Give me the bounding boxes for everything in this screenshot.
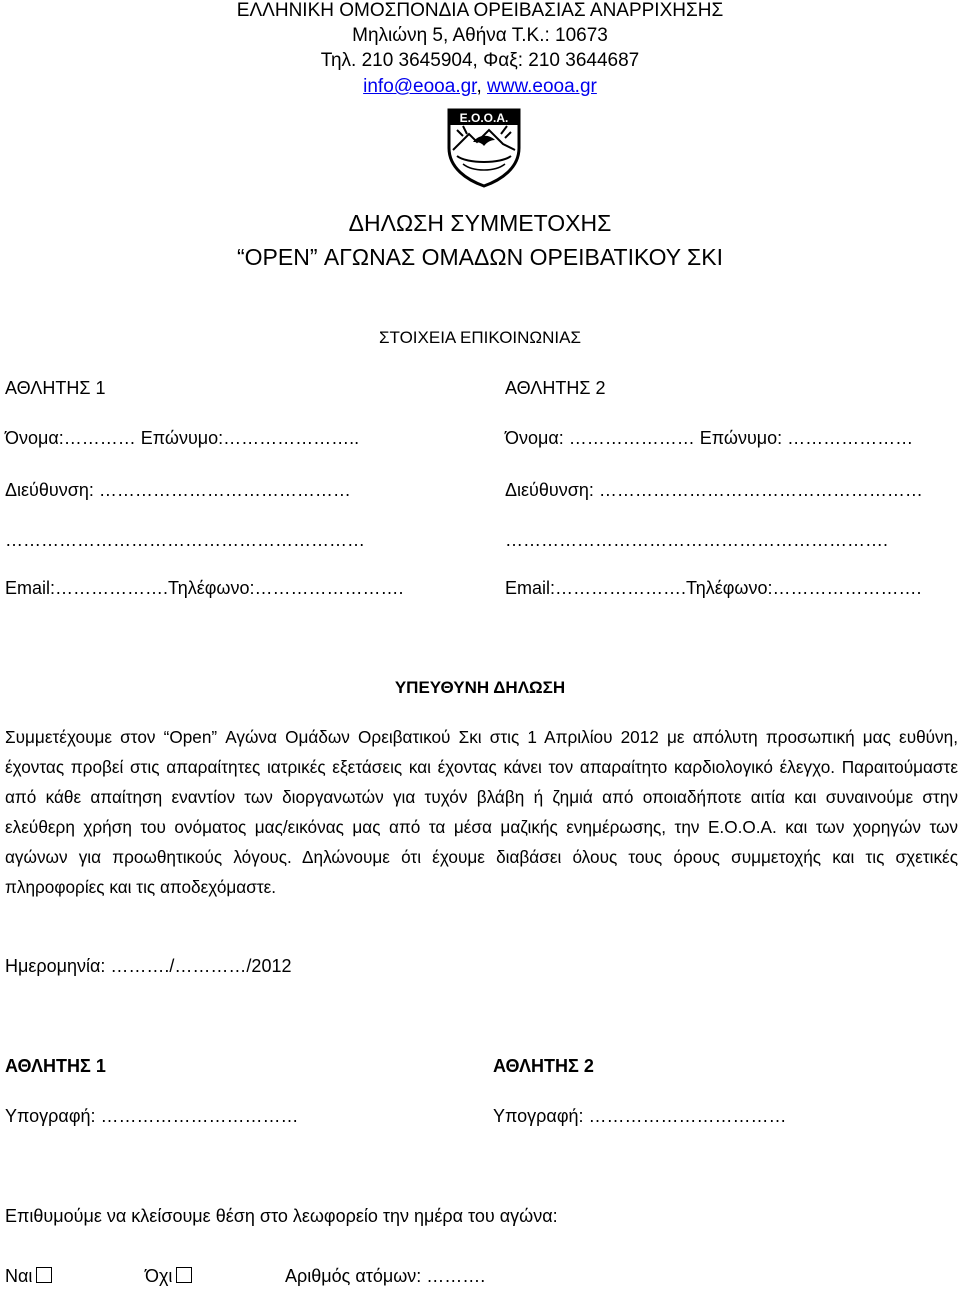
athlete1-name-field[interactable]: Όνομα:………… Επώνυμο:………………….. — [5, 428, 360, 448]
bus-no-option[interactable] — [145, 1266, 192, 1287]
bus-no-label: Όχι — [145, 1266, 173, 1286]
athlete2-contact-field[interactable]: Email:………………….Τηλέφωνο:……………………. — [505, 578, 922, 598]
sign-athlete1-label: ΑΘΛΗΤΗΣ 1 — [5, 1056, 106, 1076]
form-title: ΔΗΛΩΣΗ ΣΥΜΜΕΤΟΧΗΣ — [348, 210, 612, 236]
bus-yes-checkbox[interactable] — [36, 1267, 52, 1283]
eooa-logo — [443, 104, 525, 188]
sign-athlete2-label: ΑΘΛΗΤΗΣ 2 — [493, 1056, 594, 1076]
contact-heading: ΣΤΟΙΧΕΙΑ ΕΠΙΚΟΙΝΩΝΙΑΣ — [379, 328, 581, 347]
athlete2-address-extra[interactable]: ………………………………………………………. — [505, 530, 889, 550]
bus-question: Επιθυμούμε να κλείσουμε θέση στο λεωφορείο την ημέρα του αγώνα: — [5, 1206, 558, 1226]
bus-no-checkbox[interactable] — [176, 1267, 192, 1283]
org-name: ΕΛΛΗΝΙΚΗ ΟΜΟΣΠΟΝΔΙΑ ΟΡΕΙΒΑΣΙΑΣ ΑΝΑΡΡΙΧΗΣΗΣ — [236, 0, 724, 21]
website-link[interactable]: www.eooa.gr — [487, 76, 597, 97]
bus-count-field[interactable]: Αριθμός ατόμων: ………. — [285, 1266, 486, 1286]
email-link[interactable]: info@eooa.gr — [363, 76, 477, 97]
org-address: Μηλιώνη 5, Αθήνα Τ.Κ.: 10673 — [352, 25, 608, 46]
declaration-text: Συμμετέχουμε στον “Open” Αγώνα Ομάδων Ορειβατικού Σκι στις 1 Απριλίου 2012 με απόλυτη προσωπική μας ευθύνη, έχοντας προβεί στις απαραίτητες ιατρικές εξετάσεις και έχοντας κάνει τον απαραίτητο καρδιολογικό έλεγχο. Παραιτούμαστε από κάθε απαίτηση εναντίον των διοργανωτών για τυχόν βλάβη ή ζημιά από οποιαδήποτε αιτία και συναινούμε στην ελεύθερη χρήση του ονόματος μας/εικόνας μας από τα μέσα μαζικής ενημέρωσης, την Ε.Ο.Ο.Α. και των χορηγών των αγώνων για προωθητικούς λόγους. Δηλώνουμε ότι έχουμε διαβάσει όλους τους όρους συμμετοχής και τις σχετικές πληροφορίες και τις αποδεχόμαστε. — [5, 727, 958, 897]
date-field[interactable]: Ημερομηνία: ………./…………/2012 — [5, 956, 292, 976]
form-subtitle: “OPEN” ΑΓΩΝΑΣ ΟΜΑΔΩΝ ΟΡΕΙΒΑΤΙΚΟΥ ΣΚΙ — [236, 244, 724, 270]
sign-athlete2-field[interactable]: Υπογραφή: …………………………… — [493, 1106, 787, 1126]
bus-yes-option[interactable] — [5, 1266, 52, 1287]
athlete2-name-field[interactable]: Όνομα: ………………… Επώνυμο: ………………… — [505, 428, 914, 448]
athlete1-label: ΑΘΛΗΤΗΣ 1 — [5, 378, 106, 398]
athlete2-label: ΑΘΛΗΤΗΣ 2 — [505, 378, 606, 398]
athlete1-address-field[interactable]: Διεύθυνση: …………………………………… — [5, 480, 351, 500]
org-links — [0, 76, 960, 98]
athlete2-address-field[interactable]: Διεύθυνση: ……………………………………………… — [505, 480, 923, 500]
athlete1-contact-field[interactable]: Email:……………….Τηλέφωνο:……………………. — [5, 578, 404, 598]
org-phones: Τηλ. 210 3645904, Φαξ: 210 3644687 — [320, 50, 640, 71]
sign-athlete1-field[interactable]: Υπογραφή: …………………………… — [5, 1106, 299, 1126]
bus-yes-label: Ναι — [5, 1266, 33, 1286]
athlete1-address-extra[interactable]: …………………………………………………… — [5, 530, 365, 550]
logo-text: Ε.Ο.Ο.Α. — [459, 111, 509, 125]
declaration-heading: ΥΠΕΥΘΥΝΗ ΔΗΛΩΣΗ — [394, 678, 566, 697]
link-separator: , — [476, 76, 488, 97]
